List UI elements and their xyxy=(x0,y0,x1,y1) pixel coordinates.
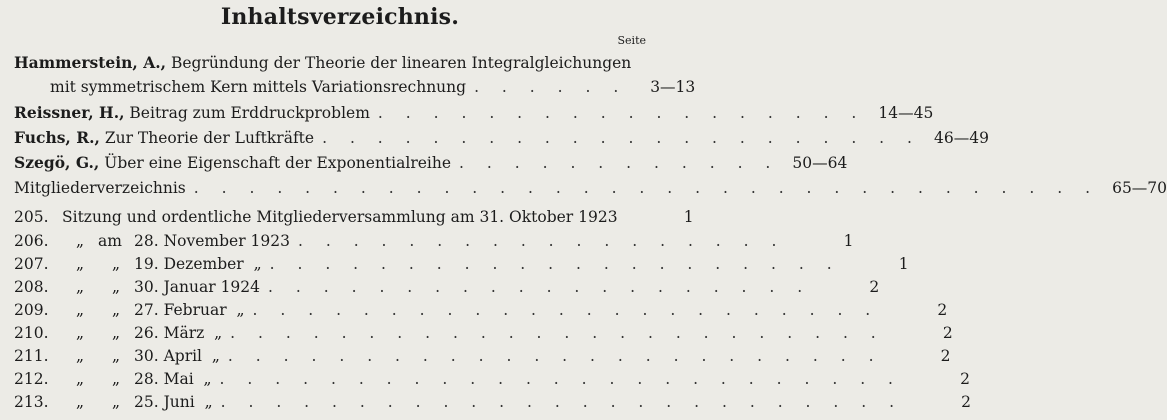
ditto-mark: „ xyxy=(203,370,212,388)
ditto-mark: „ xyxy=(211,347,220,365)
session-date: 30. April xyxy=(134,347,203,365)
session-date: 25. Juni xyxy=(134,393,195,411)
toc-entry-hammerstein-cont xyxy=(14,74,696,96)
entry-pages: 46—49 xyxy=(934,129,989,147)
session-date: 28. Mai xyxy=(134,370,194,388)
leader-dots: . . . . . . . . . . . . . . . . . . . . . . . . . xyxy=(219,370,902,388)
entry-pages: 14—45 xyxy=(878,104,934,122)
session-page: 2 xyxy=(940,347,951,365)
entry-pages: 50—64 xyxy=(792,154,848,172)
session-am: am xyxy=(98,232,122,250)
ditto-mark: „ xyxy=(111,324,121,342)
ditto-mark: „ xyxy=(75,324,85,342)
ditto-mark: „ xyxy=(111,278,121,296)
session-page: 2 xyxy=(960,370,970,388)
seite-header: Seite xyxy=(617,34,646,47)
session-number: 210. xyxy=(14,324,49,342)
entry-pages: 3—13 xyxy=(650,78,696,96)
leader-dots: . . . . . . . . . . . . . . . . . . . . . . . . . . . . . . . . . xyxy=(193,179,1100,197)
ditto-mark: „ xyxy=(236,301,245,319)
toc-entry-reissner xyxy=(14,100,934,122)
session-page: 1 xyxy=(898,255,909,273)
ditto-mark: „ xyxy=(253,255,262,273)
leader-dots: . . . . . . xyxy=(474,78,628,96)
session-row-206 xyxy=(14,228,854,250)
leader-dots: . . . . . . . . . . . . . . . . . . . . . . . . . xyxy=(220,393,904,411)
toc-entry-hammerstein xyxy=(14,50,644,72)
session-number: 207. xyxy=(14,255,49,273)
entry-title: Zur Theorie der Luftkräfte xyxy=(104,129,315,147)
session-number: 208. xyxy=(14,278,49,296)
ditto-mark: „ xyxy=(111,255,121,273)
ditto-mark: „ xyxy=(111,393,121,411)
ditto-mark: „ xyxy=(111,370,121,388)
session-page: 2 xyxy=(869,278,880,296)
entry-pages: 65—70 xyxy=(1112,179,1167,197)
leader-dots: . . . . . . . . . . . . . . . . . . . . . xyxy=(269,255,841,273)
session-row-207 xyxy=(14,251,909,273)
session-page: 1 xyxy=(683,208,694,226)
entry-title: Über eine Eigenschaft der Exponentialreihe xyxy=(104,154,452,172)
session-date: 19. Dezember xyxy=(134,255,244,273)
leader-dots: . . . . . . . . . . . . . . . . . . . . . . . . xyxy=(227,347,883,365)
session-date: 26. März xyxy=(134,324,205,342)
leader-dots: . . . . . . . . . . . . . . . . . . . . xyxy=(268,278,812,296)
ditto-mark: „ xyxy=(75,255,85,273)
session-page: 2 xyxy=(942,324,953,342)
session-text: Sitzung und ordentliche Mitgliederversammlung am 31. Oktober 1923 xyxy=(62,208,618,226)
session-page: 2 xyxy=(937,301,948,319)
session-number: 212. xyxy=(14,370,49,388)
entry-author: Hammerstein, A., xyxy=(14,53,167,72)
toc-entry-fuchs xyxy=(14,125,989,147)
session-number: 209. xyxy=(14,301,49,319)
leader-dots: . . . . . . . . . . . . . . . . . . xyxy=(377,104,866,122)
session-page: 2 xyxy=(961,393,972,411)
session-number: 206. xyxy=(14,232,49,250)
leader-dots: . . . . . . . . . . . . . . . . . . . . . . xyxy=(322,129,921,147)
session-row-208 xyxy=(14,274,880,296)
ditto-mark: „ xyxy=(75,301,85,319)
session-row-205 xyxy=(14,204,694,226)
leader-dots: . . . . . . . . . . . . . . . . . . . . . . . . xyxy=(230,324,885,342)
session-number: 205. xyxy=(14,208,49,226)
leader-dots: . . . . . . . . . . . . xyxy=(459,154,780,172)
ditto-mark: „ xyxy=(111,347,121,365)
ditto-mark: „ xyxy=(75,347,85,365)
session-row-210 xyxy=(14,320,953,342)
ditto-mark: „ xyxy=(204,393,213,411)
entry-title-line1: Begründung der Theorie der linearen Integralgleichungen xyxy=(170,54,632,72)
ditto-mark: „ xyxy=(75,278,85,296)
ditto-mark: „ xyxy=(75,393,85,411)
session-date: 30. Januar 1924 xyxy=(134,278,261,296)
session-date: 27. Februar xyxy=(134,301,227,319)
leader-dots: . . . . . . . . . . . . . . . . . . xyxy=(297,232,786,250)
session-row-211 xyxy=(14,343,951,365)
toc-entry-mitglieder xyxy=(14,175,1167,197)
entry-title: Beitrag zum Erddruckproblem xyxy=(129,104,370,122)
session-row-209 xyxy=(14,297,948,319)
entry-title-line2: mit symmetrischem Kern mittels Variationsrechnung xyxy=(50,78,467,96)
ditto-mark: „ xyxy=(111,301,121,319)
session-number: 213. xyxy=(14,393,49,411)
entry-author: Fuchs, R., xyxy=(14,128,100,147)
session-row-213 xyxy=(14,389,972,411)
page-title: Inhaltsverzeichnis. xyxy=(220,4,460,30)
ditto-mark: „ xyxy=(75,370,85,388)
toc-entry-szego xyxy=(14,150,848,172)
entry-author: Reissner, H., xyxy=(14,103,125,122)
session-number: 211. xyxy=(14,347,49,365)
leader-dots: . . . . . . . . . . . . . . . . . . . . . . . xyxy=(252,301,880,319)
ditto-mark: „ xyxy=(75,232,85,250)
session-date: 28. November 1923 xyxy=(134,232,290,250)
entry-title: Mitgliederverzeichnis xyxy=(14,179,186,197)
session-row-212 xyxy=(14,366,970,388)
entry-author: Szegö, G., xyxy=(14,153,100,172)
session-page: 1 xyxy=(843,232,854,250)
ditto-mark: „ xyxy=(214,324,223,342)
